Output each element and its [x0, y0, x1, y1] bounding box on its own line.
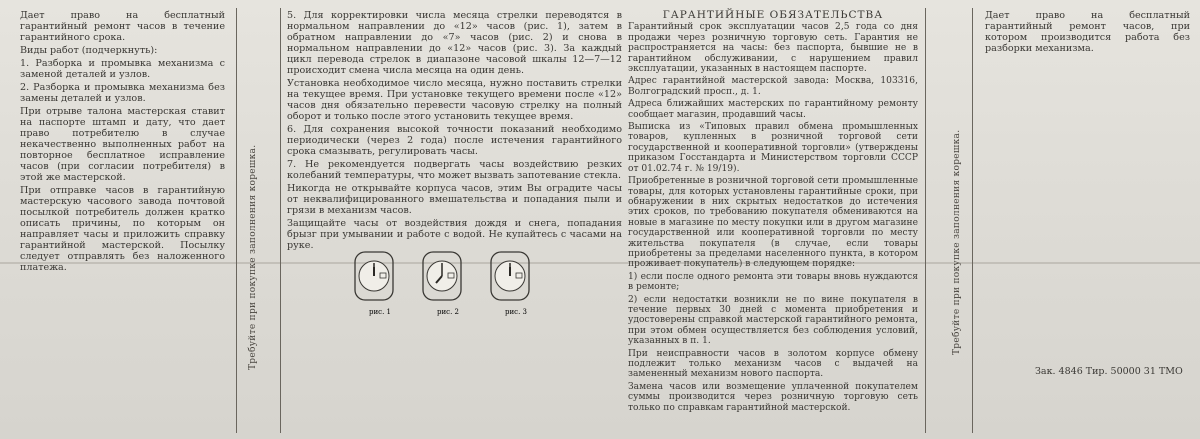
stub-label-left: Требуйте при покупке заполнения корешка.	[248, 144, 258, 370]
instruction-6: 6. Для сохранения высокой точности показаний необходимо периодически (через 2 года) после истечения гарантийного срока смазывать, регулировать часы.	[287, 124, 622, 157]
instructions	[287, 10, 622, 253]
work-type-1: 1. Разборка и промывка механизма с заменой деталей и узлов.	[20, 58, 225, 80]
figure-caption-2: рис. 2	[437, 308, 459, 316]
nearest-workshops: Адреса ближайших мастерских по гарантийному ремонту сообщает магазин, продавший часы.	[628, 99, 918, 120]
stamp-note: При отрыве талона мастерская ставит на паспорте штамп и дату, что дает право потребителю в случае некачественно выполненных работ на повторное бесплатное исправление часов (при согласии потребителя) в этой же мастерской.	[20, 106, 225, 183]
coupon-left-intro: Дает право на бесплатный гарантийный ремонт часов в течение гарантийного срока.	[20, 10, 225, 43]
coupon-right-intro: Дает право на бесплатный гарантийный ремонт часов, при котором производится работа без разборки механизма.	[985, 10, 1190, 54]
exchange-rules-extract: Выписка из «Типовых правил обмена промышленных товаров, купленных в розничной торговой сети государственной и кооперативной торговли» (утверждены приказом Госстандарта и Министерством торговли СССР от 01.02.74 г. № 19/19).	[628, 122, 918, 174]
watch-figure-1	[355, 252, 393, 300]
instruction-7-water: Защищайте часы от воздействия дождя и снега, попадания брызг при умывании и работе с водой. Не купайтесь с часами на руке.	[287, 218, 622, 251]
stub-label-right: Требуйте при покупке заполнения корешка.	[952, 129, 962, 355]
warranty-obligations	[628, 10, 918, 415]
work-types-heading: Виды работ (подчеркнуть):	[20, 45, 158, 56]
cut-line-left	[236, 8, 237, 433]
instruction-7-case: Никогда не открывайте корпуса часов, этим Вы оградите часы от неквалифицированного вмешательства и попадания пыли и грязи в механизм часов.	[287, 183, 622, 216]
cut-line-right	[925, 8, 926, 433]
figure-caption-1: рис. 1	[369, 308, 391, 316]
coupon-right	[985, 10, 1190, 56]
work-type-2: 2. Разборка и промывка механизма без замены деталей и узлов.	[20, 82, 225, 104]
coupon-left	[20, 10, 225, 275]
warranty-term: Гарантийный срок эксплуатации часов 2,5 года со дня продажи через розничную торговую сеть. Гарантия не распространяется на часы: без паспорта, бывшие не в гарантийном обслуживании, с нарушением правил эксплуатации, указанных в настоящем паспорте.	[628, 22, 918, 75]
workshop-address: Адрес гарантийной мастерской завода: Москва, 103316, Волгоградский просп., д. 1.	[628, 76, 918, 97]
watch-figures	[345, 248, 545, 323]
gold-case-note: При неисправности часов в золотом корпусе обмену подлежит только механизм часов с выдачей на замененный механизм нового паспорта.	[628, 348, 918, 380]
refund-note: Замена часов или возмещение уплаченной покупателем суммы производится через розничную торговую сеть только по справкам гарантийной мастерской.	[628, 381, 918, 413]
instruction-7: 7. Не рекомендуется подвергать часы воздействию резких колебаний температуры, что может вызвать запотевание стекла.	[287, 159, 622, 181]
exchange-condition-1: 1) если после одного ремонта эти товары вновь нуждаются в ремонте;	[628, 271, 918, 293]
exchange-rules-body: Приобретенные в розничной торговой сети промышленные товары, для которых установлены гарантийные сроки, при обнаружении в них скрытых недостатков до истечения этих сроков, по требованию покупателя обмениваются на новые в магазине по месту покупки или в другом магазине государственной или кооперативной торговли по месту жительства покупателя (в случае, если товары приобретены за пределами населенного пункта, в котором проживает покупатель) в следующем порядке:	[628, 176, 918, 270]
mail-note: При отправке часов в гарантийную мастерскую часового завода почтовой посылкой потребитель должен кратко описать причины, по которым он направляет часы и приложить справку гарантийной мастерской. Посылку следует отправлять без наложенного платежа.	[20, 185, 225, 273]
watch-figure-2	[423, 252, 461, 300]
cut-line-left-2	[280, 8, 281, 433]
watch-figure-3	[491, 252, 529, 300]
instruction-5-set: Установка необходимое число месяца, нужно поставить стрелки на текущее время. При установке текущего времени после «12» часов дня обязательно перевести часовую стрелку на полный оборот и только после этого установить текущее время.	[287, 78, 622, 122]
exchange-condition-2: 2) если недостатки возникли не по вине покупателя в течение первых 30 дней с момента приобретения и удостоверены справкой мастерской гарантийного ремонта, при этом обмен осуществляется без соблюдения условий, указанных в п. 1.	[628, 294, 918, 347]
instruction-5: 5. Для корректировки числа месяца стрелки переводятся в нормальном направлении до «12» часов (рис. 1), затем в обратном направлении до «7» часов (рис. 2) и снова в нормальном направлении до «12» часов (рис. 3). За каждый цикл перевода стрелок в диапазоне часовой шкалы 12—7—12 происходит смена числа месяца на один день.	[287, 10, 622, 76]
cut-line-right-2	[972, 8, 973, 433]
figure-caption-3: рис. 3	[505, 308, 527, 316]
print-info: Зак. 4846 Тир. 50000 31 ТМО	[1035, 366, 1183, 377]
warranty-title: ГАРАНТИЙНЫЕ ОБЯЗАТЕЛЬСТВА	[662, 9, 884, 21]
